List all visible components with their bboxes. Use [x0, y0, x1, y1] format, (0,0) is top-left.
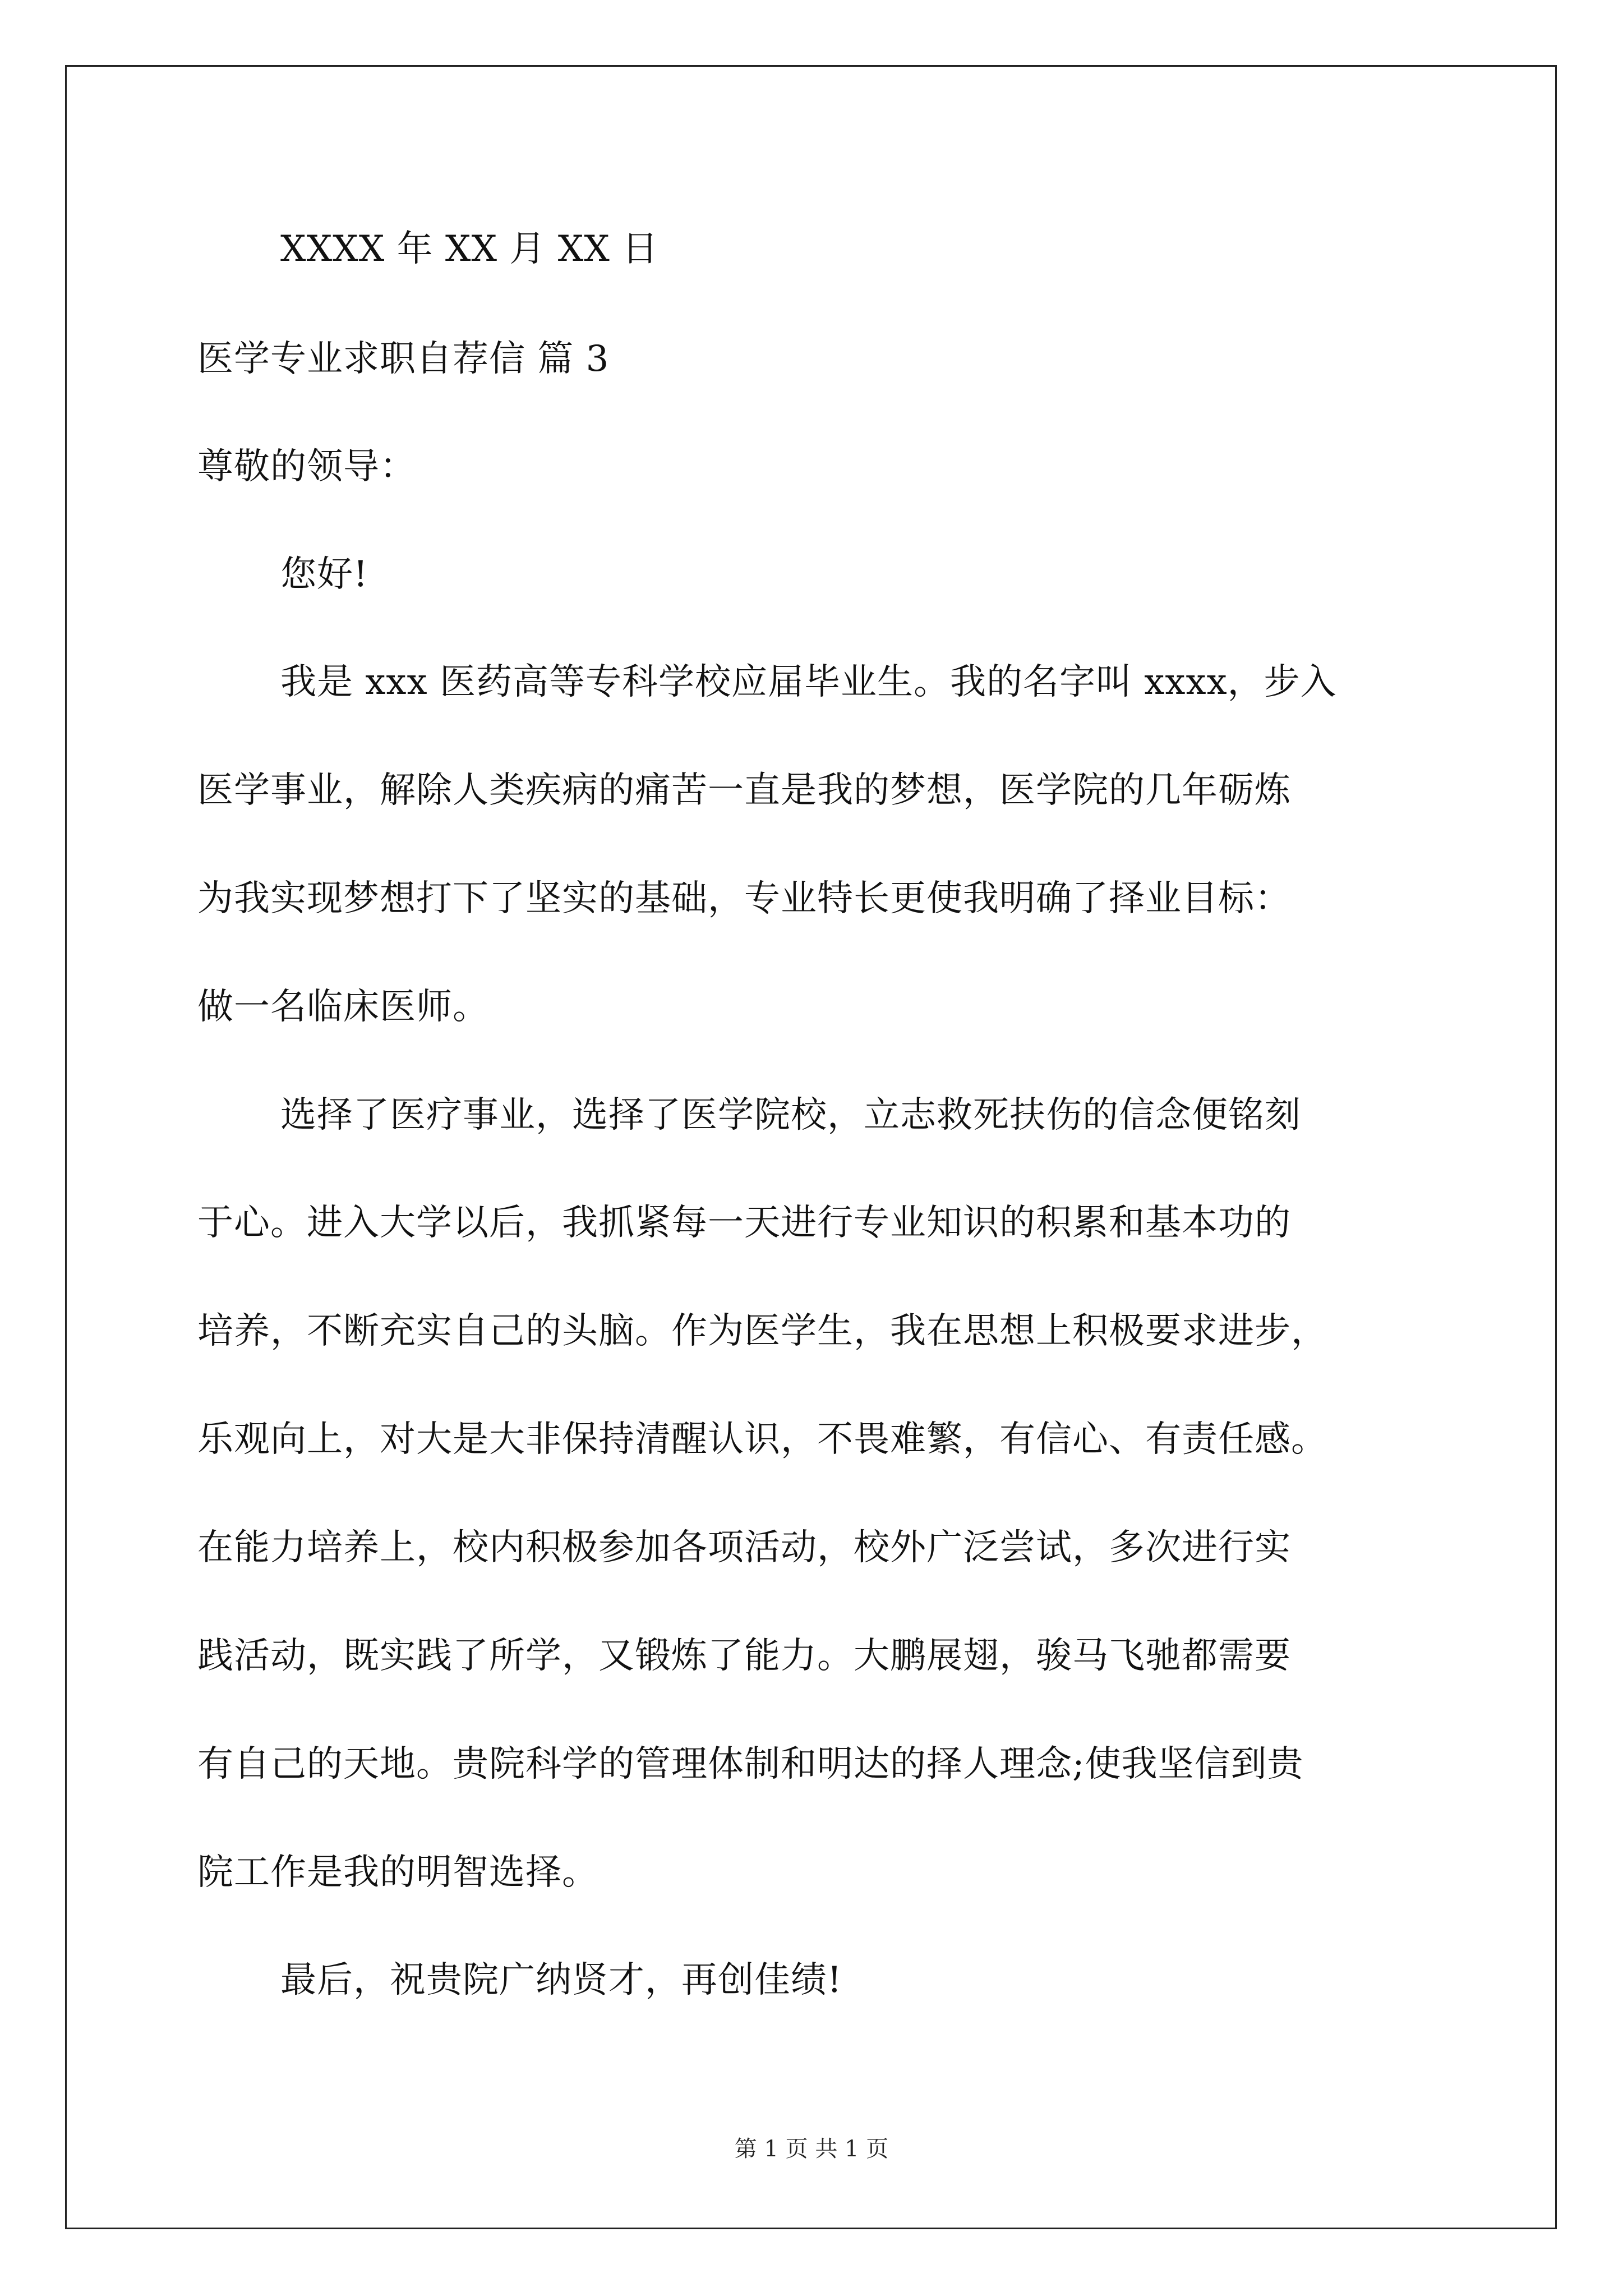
- body-line: 有自己的天地。贵院科学的管理体制和明达的择人理念;使我坚信到贵: [197, 1743, 1304, 1785]
- body-line: 乐观向上，对大是大非保持清醒认识，不畏难繁，有信心、有责任感。: [197, 1419, 1327, 1460]
- page-border: [65, 65, 1557, 2229]
- body-line: 选择了医疗事业，选择了医学院校，立志救死扶伤的信念便铭刻: [280, 1094, 1301, 1136]
- date-line: XXXX 年 XX 月 XX 日: [280, 228, 659, 270]
- body-line: 践活动，既实践了所学，又锻炼了能力。大鹏展翅，骏马飞驰都需要: [197, 1635, 1291, 1677]
- body-line: 我是 xxx 医药高等专科学校应届毕业生。我的名字叫 xxxx，步入: [280, 661, 1337, 703]
- closing-line: 最后，祝贵院广纳贤才，再创佳绩!: [280, 1959, 842, 2001]
- body-line: 培养，不断充实自己的头脑。作为医学生，我在思想上积极要求进步，: [197, 1310, 1327, 1352]
- body-line: 为我实现梦想打下了坚实的基础，专业特长更使我明确了择业目标：: [197, 878, 1291, 919]
- body-line: 院工作是我的明智选择。: [197, 1852, 598, 1893]
- body-line: 在能力培养上，校内积极参加各项活动，校外广泛尝试，多次进行实: [197, 1527, 1291, 1568]
- letter-heading: 医学专业求职自荐信 篇 3: [197, 338, 610, 380]
- greeting: 您好!: [280, 554, 368, 595]
- body-line: 做一名临床医师。: [197, 986, 489, 1028]
- page-number-footer: 第 1 页 共 1 页: [734, 2136, 889, 2162]
- salutation: 尊敬的领导：: [197, 446, 416, 487]
- body-line: 医学事业，解除人类疾病的痛苦一直是我的梦想，医学院的几年砺炼: [197, 770, 1291, 811]
- body-line: 于心。进入大学以后，我抓紧每一天进行专业知识的积累和基本功的: [197, 1202, 1291, 1244]
